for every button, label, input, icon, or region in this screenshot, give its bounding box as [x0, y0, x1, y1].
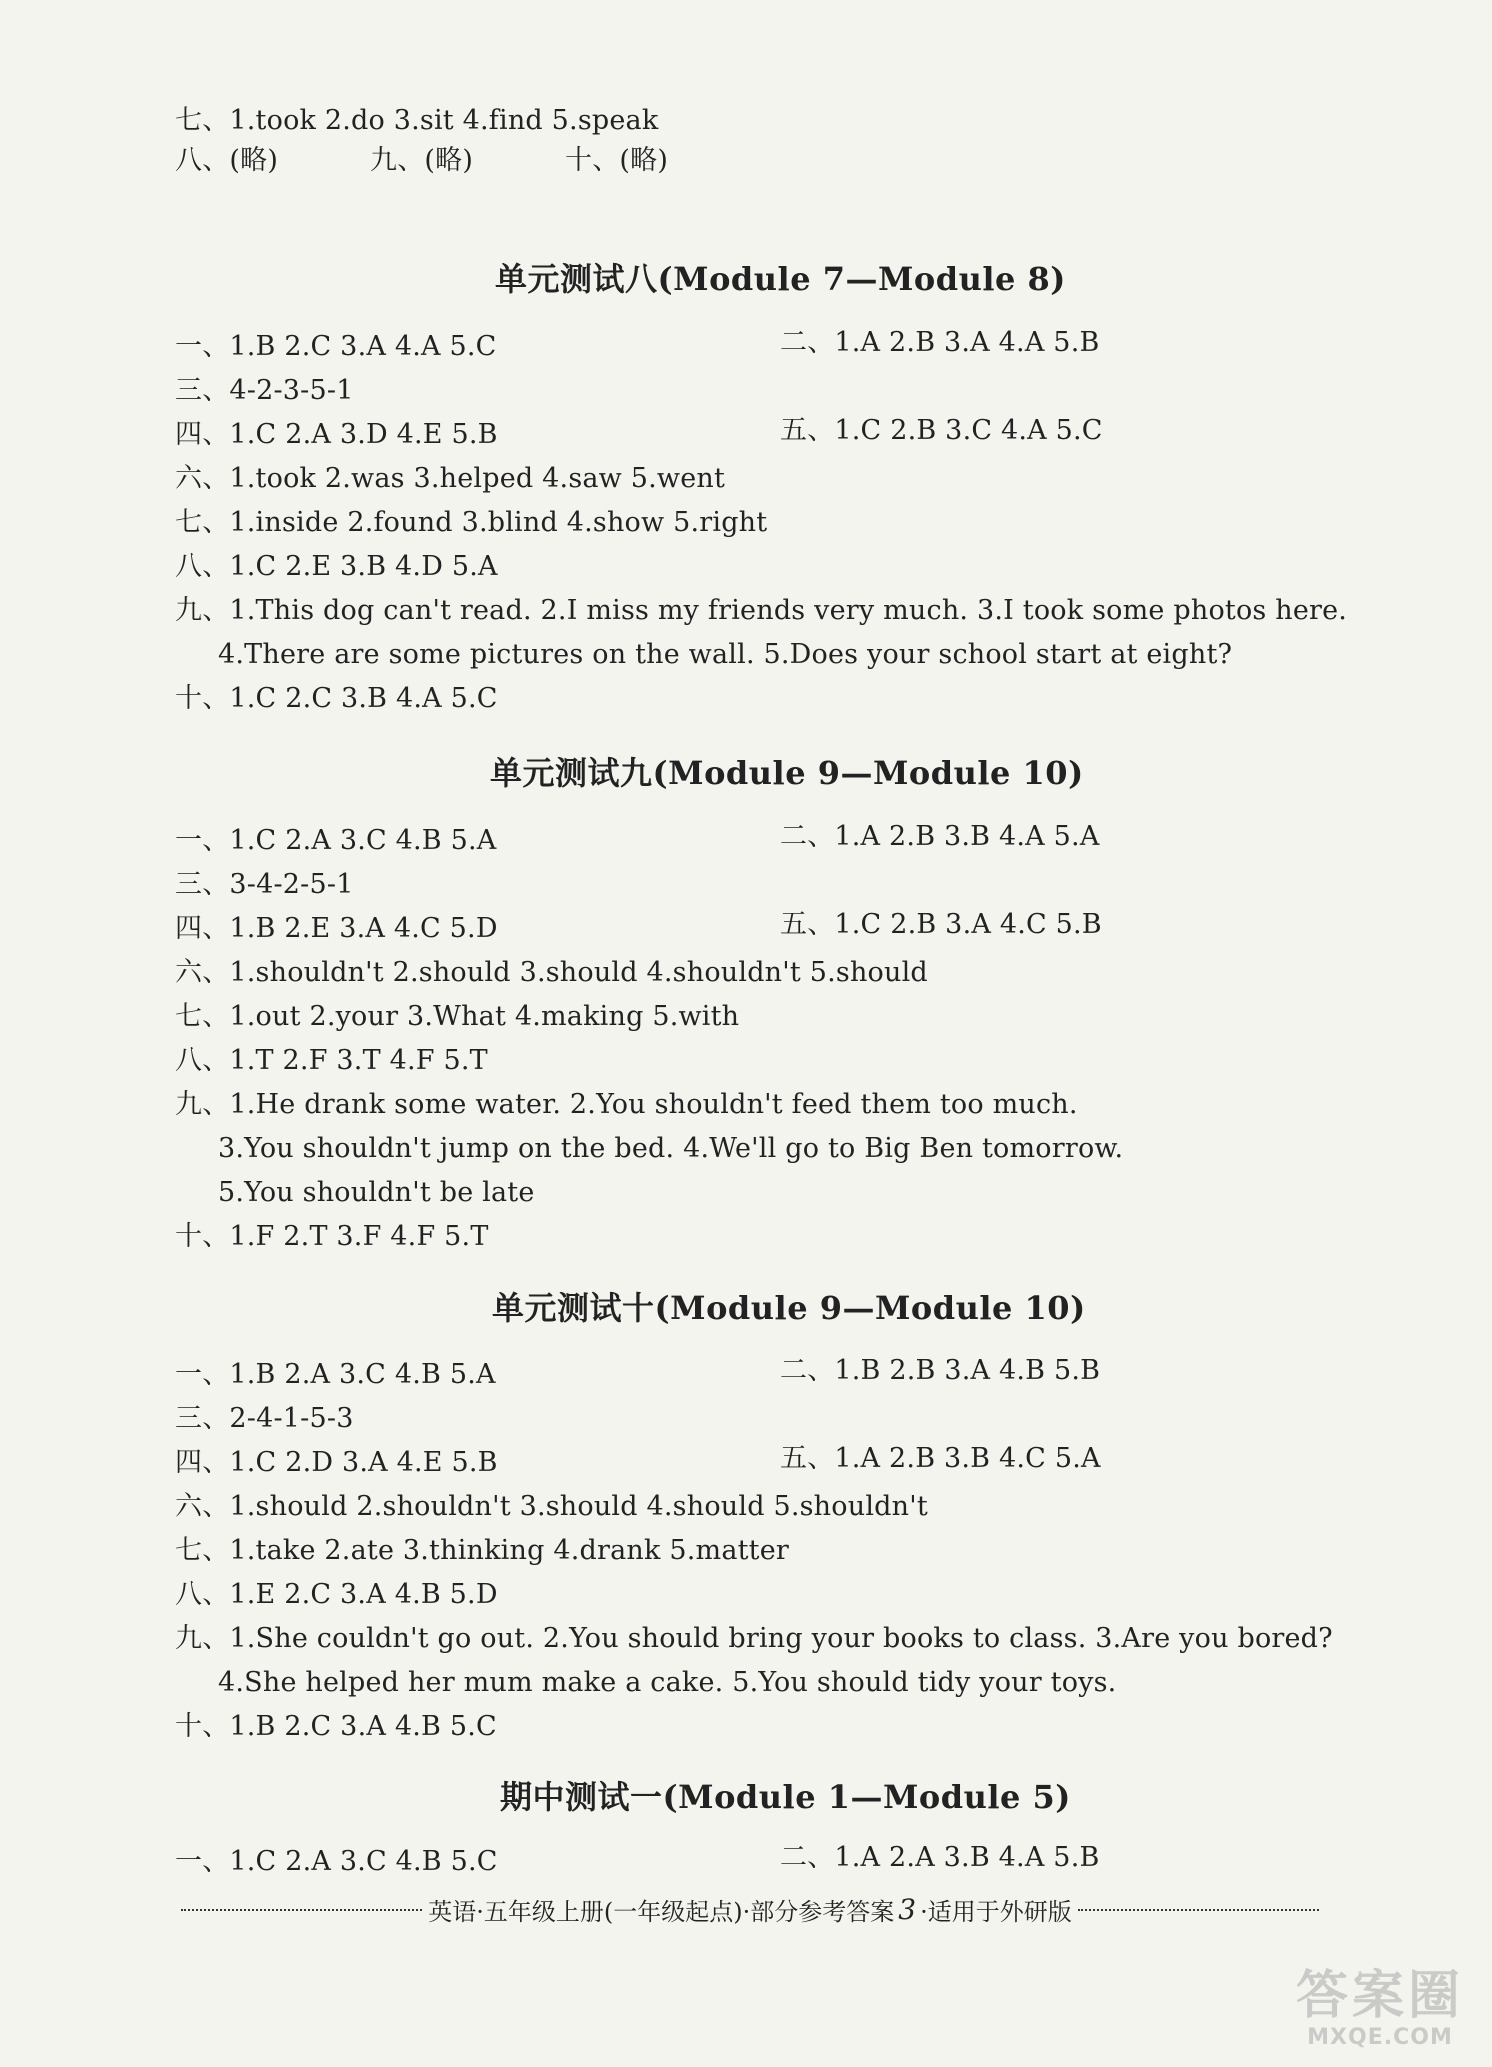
answer-line: 一、1.B 2.A 3.C 4.B 5.A — [175, 1359, 496, 1390]
footer-title: 英语·五年级上册(一年级起点)·部分参考答案 — [428, 1898, 895, 1926]
page-footer — [175, 1892, 1325, 1927]
answer-line: 三、4-2-3-5-1 — [175, 375, 354, 406]
answer-line: 3.You shouldn't jump on the bed. 4.We'll go to Big Ben tomorrow. — [218, 1133, 1124, 1164]
answer-line: 八、1.E 2.C 3.A 4.B 5.D — [175, 1579, 498, 1610]
answer-line: 二、1.A 2.B 3.A 4.A 5.B — [780, 327, 1100, 358]
answer-line: 一、1.B 2.C 3.A 4.A 5.C — [175, 331, 497, 362]
answer-line: 四、1.B 2.E 3.A 4.C 5.D — [175, 913, 498, 944]
section-heading: 期中测试一(Module 1—Module 5) — [500, 1778, 1071, 1816]
section-heading: 单元测试十(Module 9—Module 10) — [492, 1289, 1086, 1327]
answer-line: 十、1.B 2.C 3.A 4.B 5.C — [175, 1711, 497, 1742]
answer-line: 九、1.This dog can't read. 2.I miss my friends very much. 3.I took some photos here. — [175, 595, 1348, 626]
page-number: 3 — [898, 1893, 917, 1926]
answer-line: 十、1.F 2.T 3.F 4.F 5.T — [175, 1221, 489, 1252]
watermark-logo-text: 答案圈 — [1295, 1965, 1464, 2026]
answer-line: 九、(略) — [370, 145, 474, 176]
answer-line: 5.You shouldn't be late — [218, 1177, 535, 1208]
answer-line: 六、1.took 2.was 3.helped 4.saw 5.went — [175, 463, 726, 494]
answer-line: 二、1.B 2.B 3.A 4.B 5.B — [780, 1355, 1101, 1386]
answer-line: 一、1.C 2.A 3.C 4.B 5.A — [175, 825, 497, 856]
answer-line: 十、(略) — [565, 145, 669, 176]
answer-line: 九、1.She couldn't go out. 2.You should bring your books to class. 3.Are you bored? — [175, 1623, 1333, 1654]
answer-line: 八、1.C 2.E 3.B 4.D 5.A — [175, 551, 498, 582]
answer-line: 4.There are some pictures on the wall. 5.Does your school start at eight? — [218, 639, 1233, 670]
answer-line: 二、1.A 2.A 3.B 4.A 5.B — [780, 1842, 1100, 1873]
footer-dotted-rule — [1078, 1909, 1319, 1911]
answer-line: 4.She helped her mum make a cake. 5.You should tidy your toys. — [218, 1667, 1117, 1698]
answer-line: 六、1.should 2.shouldn't 3.should 4.should 5.shouldn't — [175, 1491, 928, 1522]
answer-line: 七、1.took 2.do 3.sit 4.find 5.speak — [175, 105, 659, 136]
answer-line: 七、1.out 2.your 3.What 4.making 5.with — [175, 1001, 740, 1032]
answer-line: 一、1.C 2.A 3.C 4.B 5.C — [175, 1846, 498, 1877]
answer-line: 九、1.He drank some water. 2.You shouldn't feed them too much. — [175, 1089, 1078, 1120]
footer-edition: ·适用于外研版 — [920, 1898, 1072, 1926]
site-watermark — [1280, 1967, 1480, 2059]
answer-line: 二、1.A 2.B 3.B 4.A 5.A — [780, 821, 1100, 852]
section-heading: 单元测试八(Module 7—Module 8) — [495, 260, 1066, 298]
footer-dotted-rule — [181, 1909, 422, 1911]
answer-line: 六、1.shouldn't 2.should 3.should 4.shouldn't 5.should — [175, 957, 928, 988]
answer-line: 四、1.C 2.D 3.A 4.E 5.B — [175, 1447, 498, 1478]
answer-line: 十、1.C 2.C 3.B 4.A 5.C — [175, 683, 498, 714]
answer-line: 七、1.inside 2.found 3.blind 4.show 5.right — [175, 507, 768, 538]
answer-line: 五、1.C 2.B 3.A 4.C 5.B — [780, 909, 1102, 940]
answer-line: 三、3-4-2-5-1 — [175, 869, 354, 900]
answer-line: 五、1.A 2.B 3.B 4.C 5.A — [780, 1443, 1101, 1474]
answer-line: 八、(略) — [175, 145, 279, 176]
section-heading: 单元测试九(Module 9—Module 10) — [490, 754, 1084, 792]
answer-line: 五、1.C 2.B 3.C 4.A 5.C — [780, 415, 1103, 446]
answer-line: 四、1.C 2.A 3.D 4.E 5.B — [175, 419, 498, 450]
answer-line: 三、2-4-1-5-3 — [175, 1403, 354, 1434]
watermark-url: MXQE.COM — [1307, 2025, 1453, 2050]
answer-line: 八、1.T 2.F 3.T 4.F 5.T — [175, 1045, 488, 1076]
answer-line: 七、1.take 2.ate 3.thinking 4.drank 5.matter — [175, 1535, 790, 1566]
